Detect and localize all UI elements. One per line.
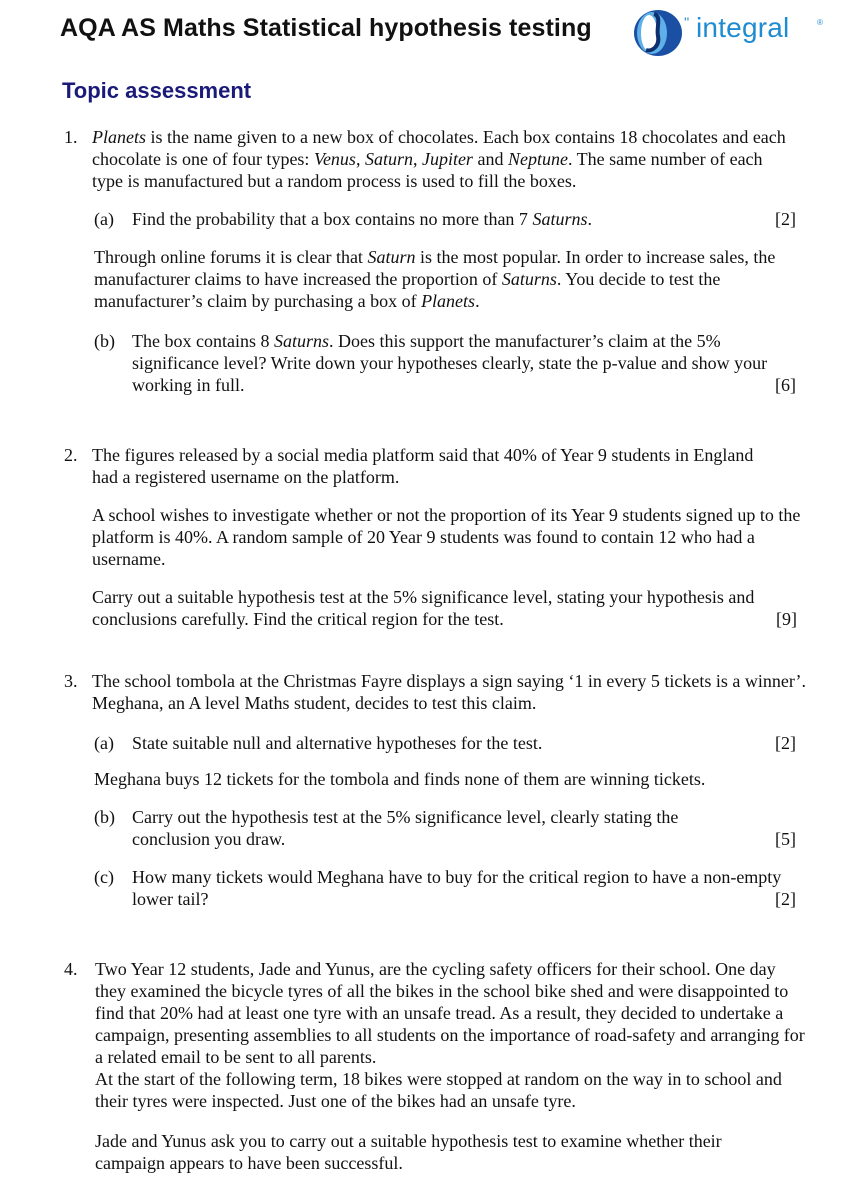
part-text: The box contains 8 Saturns. Does this support the manufacturer’s claim at the 5% significance level? Write down your hypotheses clearly, state the p-value and show your working in full. — [132, 331, 768, 395]
question-number: 3. — [64, 671, 78, 691]
part-text: Carry out the hypothesis test at the 5% significance level, clearly stating the conclusion you draw. — [132, 807, 679, 849]
question-3-part-c — [94, 866, 798, 912]
marks: [6] — [775, 375, 796, 395]
question-1-middle: Through online forums it is clear that Saturn is the most popular. In order to increase sales, the manufacturer claims to have increased the proportion of Saturns. You decide to test the manufacturer’s claim by purchasing a box of Planets. — [94, 247, 776, 311]
question-2-intro: The figures released by a social media platform said that 40% of Year 9 students in England had a registered username on the platform. — [92, 445, 754, 487]
question-2-para2: A school wishes to investigate whether or not the proportion of its Year 9 students signed up to the platform is 40%. A random sample of 20 Year 9 students was found to contain 12 who had a username. — [92, 505, 801, 569]
marks: [5] — [775, 829, 796, 849]
question-4-intro2: At the start of the following term, 18 bikes were stopped at random on the way in to school and their tyres were inspected. Just one of the bikes had an unsafe tyre. — [95, 1069, 782, 1111]
part-label: (a) — [94, 209, 114, 229]
marks: [2] — [775, 733, 796, 753]
question-3-middle: Meghana buys 12 tickets for the tombola and finds none of them are winning tickets. — [94, 769, 706, 789]
part-label: (a) — [94, 733, 114, 753]
part-text: State suitable null and alternative hypotheses for the test. — [132, 733, 543, 753]
marks: [9] — [776, 609, 797, 629]
part-label: (b) — [94, 331, 115, 351]
page-title: AQA AS Maths Statistical hypothesis testing — [60, 14, 592, 42]
question-1-part-b — [94, 330, 798, 400]
integral-logo — [632, 6, 832, 58]
marks: [2] — [775, 209, 796, 229]
question-2-para3: Carry out a suitable hypothesis test at the 5% significance level, stating your hypothesis and conclusions carefully. Find the critical region for the test. — [92, 587, 755, 629]
question-number: 2. — [64, 445, 78, 465]
question-number: 1. — [64, 127, 78, 147]
part-text: How many tickets would Meghana have to buy for the critical region to have a non-empty lower tail? — [132, 867, 782, 909]
question-4-para2: Jade and Yunus ask you to carry out a suitable hypothesis test to examine whether their campaign appears to have been successful. — [95, 1131, 722, 1173]
question-1-intro: Planets is the name given to a new box of chocolates. Each box contains 18 chocolates and each chocolate is one of four types: Venus, Saturn, Jupiter and Neptune. The same number of each type is manufactured but a random process is used to fill the boxes. — [92, 127, 786, 191]
logo-tick-mark: '' — [684, 14, 690, 30]
integral-logo-icon — [632, 6, 688, 58]
section-subtitle: Topic assessment — [62, 78, 252, 103]
question-number: 4. — [64, 959, 78, 979]
part-text: Find the probability that a box contains no more than 7 Saturns. — [132, 209, 592, 229]
part-label: (b) — [94, 807, 115, 827]
marks: [2] — [775, 889, 796, 909]
question-4-intro: Two Year 12 students, Jade and Yunus, are the cycling safety officers for their school. One day they examined the bicycle tyres of all the bikes in the school bike shed and were disappointed to find that 20% had at least one tyre with an unsafe tread. As a result, they decided to undertake a campaign, presenting assemblies to all students on the importance of road-safety and arranging for a related email to be sent to all parents. — [95, 959, 805, 1067]
part-label: (c) — [94, 867, 114, 887]
registered-mark: ® — [817, 18, 823, 27]
question-3-intro: The school tombola at the Christmas Fayre displays a sign saying ‘1 in every 5 tickets is a winner’. Meghana, an A level Maths student, decides to test this claim. — [92, 671, 807, 713]
logo-text: integral — [696, 12, 790, 43]
question-3-part-b — [94, 806, 798, 852]
